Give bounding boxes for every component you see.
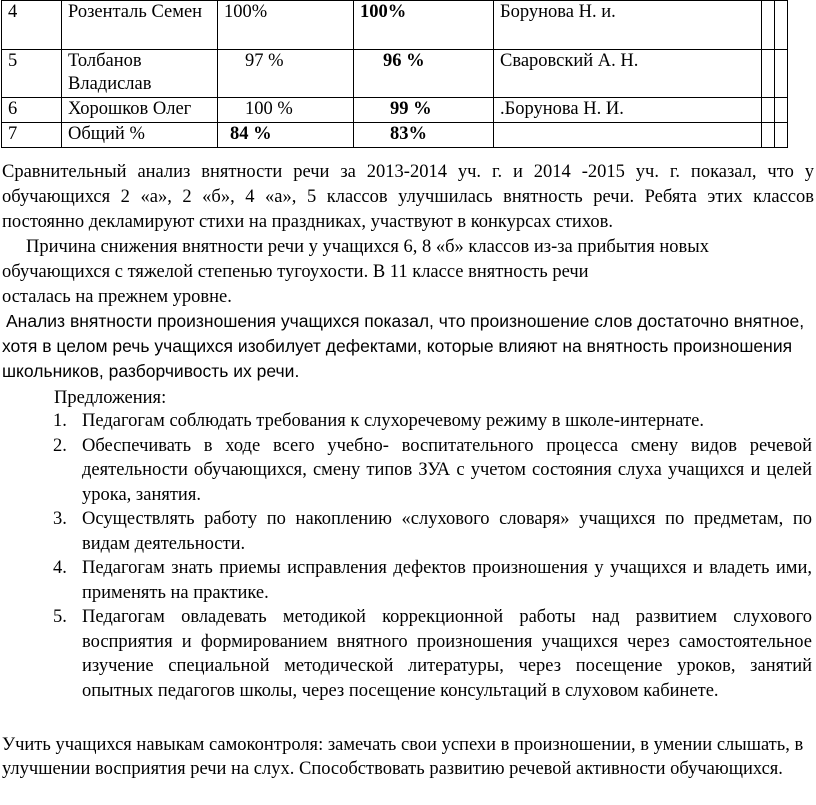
empty-cell xyxy=(775,98,788,123)
empty-cell xyxy=(762,98,775,123)
list-text: Педагогам знать приемы исправления дефектов произношения у учащихся и владеть ими, применять на практике. xyxy=(82,558,812,603)
list-number: 2. xyxy=(53,435,67,456)
empty-cell xyxy=(762,1,775,50)
list-text: Обеспечивать в ходе всего учебно- воспитательного процесса смену видов речевой деятельности обучающихся, смену типов ЗУА с учетом состояния слуха учащихся и целей урока, занятия. xyxy=(82,435,812,505)
percent-2014: 99 % xyxy=(354,98,494,123)
analysis-text: Причина снижения внятности речи у учащихся 6, 8 «б» классов из-за прибытия новых xyxy=(26,237,709,257)
row-number: 5 xyxy=(2,50,62,98)
percent-2013: 100% xyxy=(218,1,354,50)
teacher-name xyxy=(494,123,762,148)
list-text: Педагогам соблюдать требования к слухоречевому режиму в школе-интернате. xyxy=(82,411,704,431)
empty-cell xyxy=(775,123,788,148)
row-number: 7 xyxy=(2,123,62,148)
analysis-paragraph-2 xyxy=(2,235,814,310)
percent-2014: 83% xyxy=(354,123,494,148)
table-row xyxy=(2,50,788,98)
empty-cell xyxy=(762,123,775,148)
list-text: Осуществлять работу по накоплению «слухового словаря» учащихся по предметам, по видам деятельности. xyxy=(82,509,812,554)
empty-cell xyxy=(775,50,788,98)
analysis-text: Сравнительный анализ внятности речи за 2013-2014 уч. г. и 2014 -2015 уч. г. показал, что у обучающихся 2 «а», 2 «б», 4 «а», 5 классов улучшилась внятность речи. Ребята этих классов постоянно декламируют стихи на праздниках, участвуют в конкурсах стихов. xyxy=(2,162,814,232)
list-number: 4. xyxy=(53,558,67,578)
results-table xyxy=(1,0,788,148)
analysis-paragraph-1 xyxy=(2,160,814,235)
row-number: 4 xyxy=(2,1,62,50)
table-row xyxy=(2,98,788,123)
percent-2013: 84 % xyxy=(218,123,354,148)
list-number: 5. xyxy=(53,607,67,627)
student-name: Общий % xyxy=(62,123,218,148)
empty-cell xyxy=(775,1,788,50)
list-item xyxy=(0,556,812,605)
student-name: Хорошков Олег xyxy=(62,98,218,123)
list-number: 1. xyxy=(53,411,67,431)
list-item xyxy=(0,434,812,508)
row-number: 6 xyxy=(2,98,62,123)
student-name: Розенталь Семен xyxy=(62,1,218,50)
list-number: 3. xyxy=(53,509,67,529)
table-row xyxy=(2,123,788,148)
analysis-text: Анализ внятности произношения учащихся показал, что произношение слов достаточно внятное, хотя в целом речь учащихся изобилует дефектами, которые влияют на внятность произношения школьников, разборчивость их речи. xyxy=(2,311,805,381)
teacher-name: Сваровский А. Н. xyxy=(494,50,762,98)
proposals-heading: Предложения: xyxy=(54,388,167,408)
list-item xyxy=(0,409,812,434)
empty-cell xyxy=(762,50,775,98)
analysis-text: осталась на прежнем уровне. xyxy=(2,287,232,307)
closing-paragraph: Учить учащихся навыкам самоконтроля: замечать свои успехи в произношении, в умении слышать, в улучшении восприятия речи на слух. Способствовать развитию речевой активности обучающихся. xyxy=(2,735,804,779)
teacher-name: Борунова Н. и. xyxy=(494,1,762,50)
percent-2013: 97 % xyxy=(218,50,354,98)
analysis-text: обучающихся с тяжелой степенью тугоухости. В 11 классе внятность речи xyxy=(2,262,589,282)
proposals-list xyxy=(0,409,812,703)
teacher-name: .Борунова Н. И. xyxy=(494,98,762,123)
list-text: Педагогам овладевать методикой коррекционной работы над развитием слухового восприятия и формированием внятного произношения учащихся через самостоятельное изучение специальной методической литературы, через посещение уроков, занятий опытных педагогов школы, через посещение консультаций в слуховом кабинете. xyxy=(82,607,812,701)
percent-2014: 100% xyxy=(354,1,494,50)
analysis-paragraph-3 xyxy=(2,309,814,384)
percent-2014: 96 % xyxy=(354,50,494,98)
list-item xyxy=(0,507,812,556)
table-row xyxy=(2,1,788,50)
list-item xyxy=(0,605,812,703)
percent-2013: 100 % xyxy=(218,98,354,123)
student-name: Толбанов Владислав xyxy=(62,50,218,98)
